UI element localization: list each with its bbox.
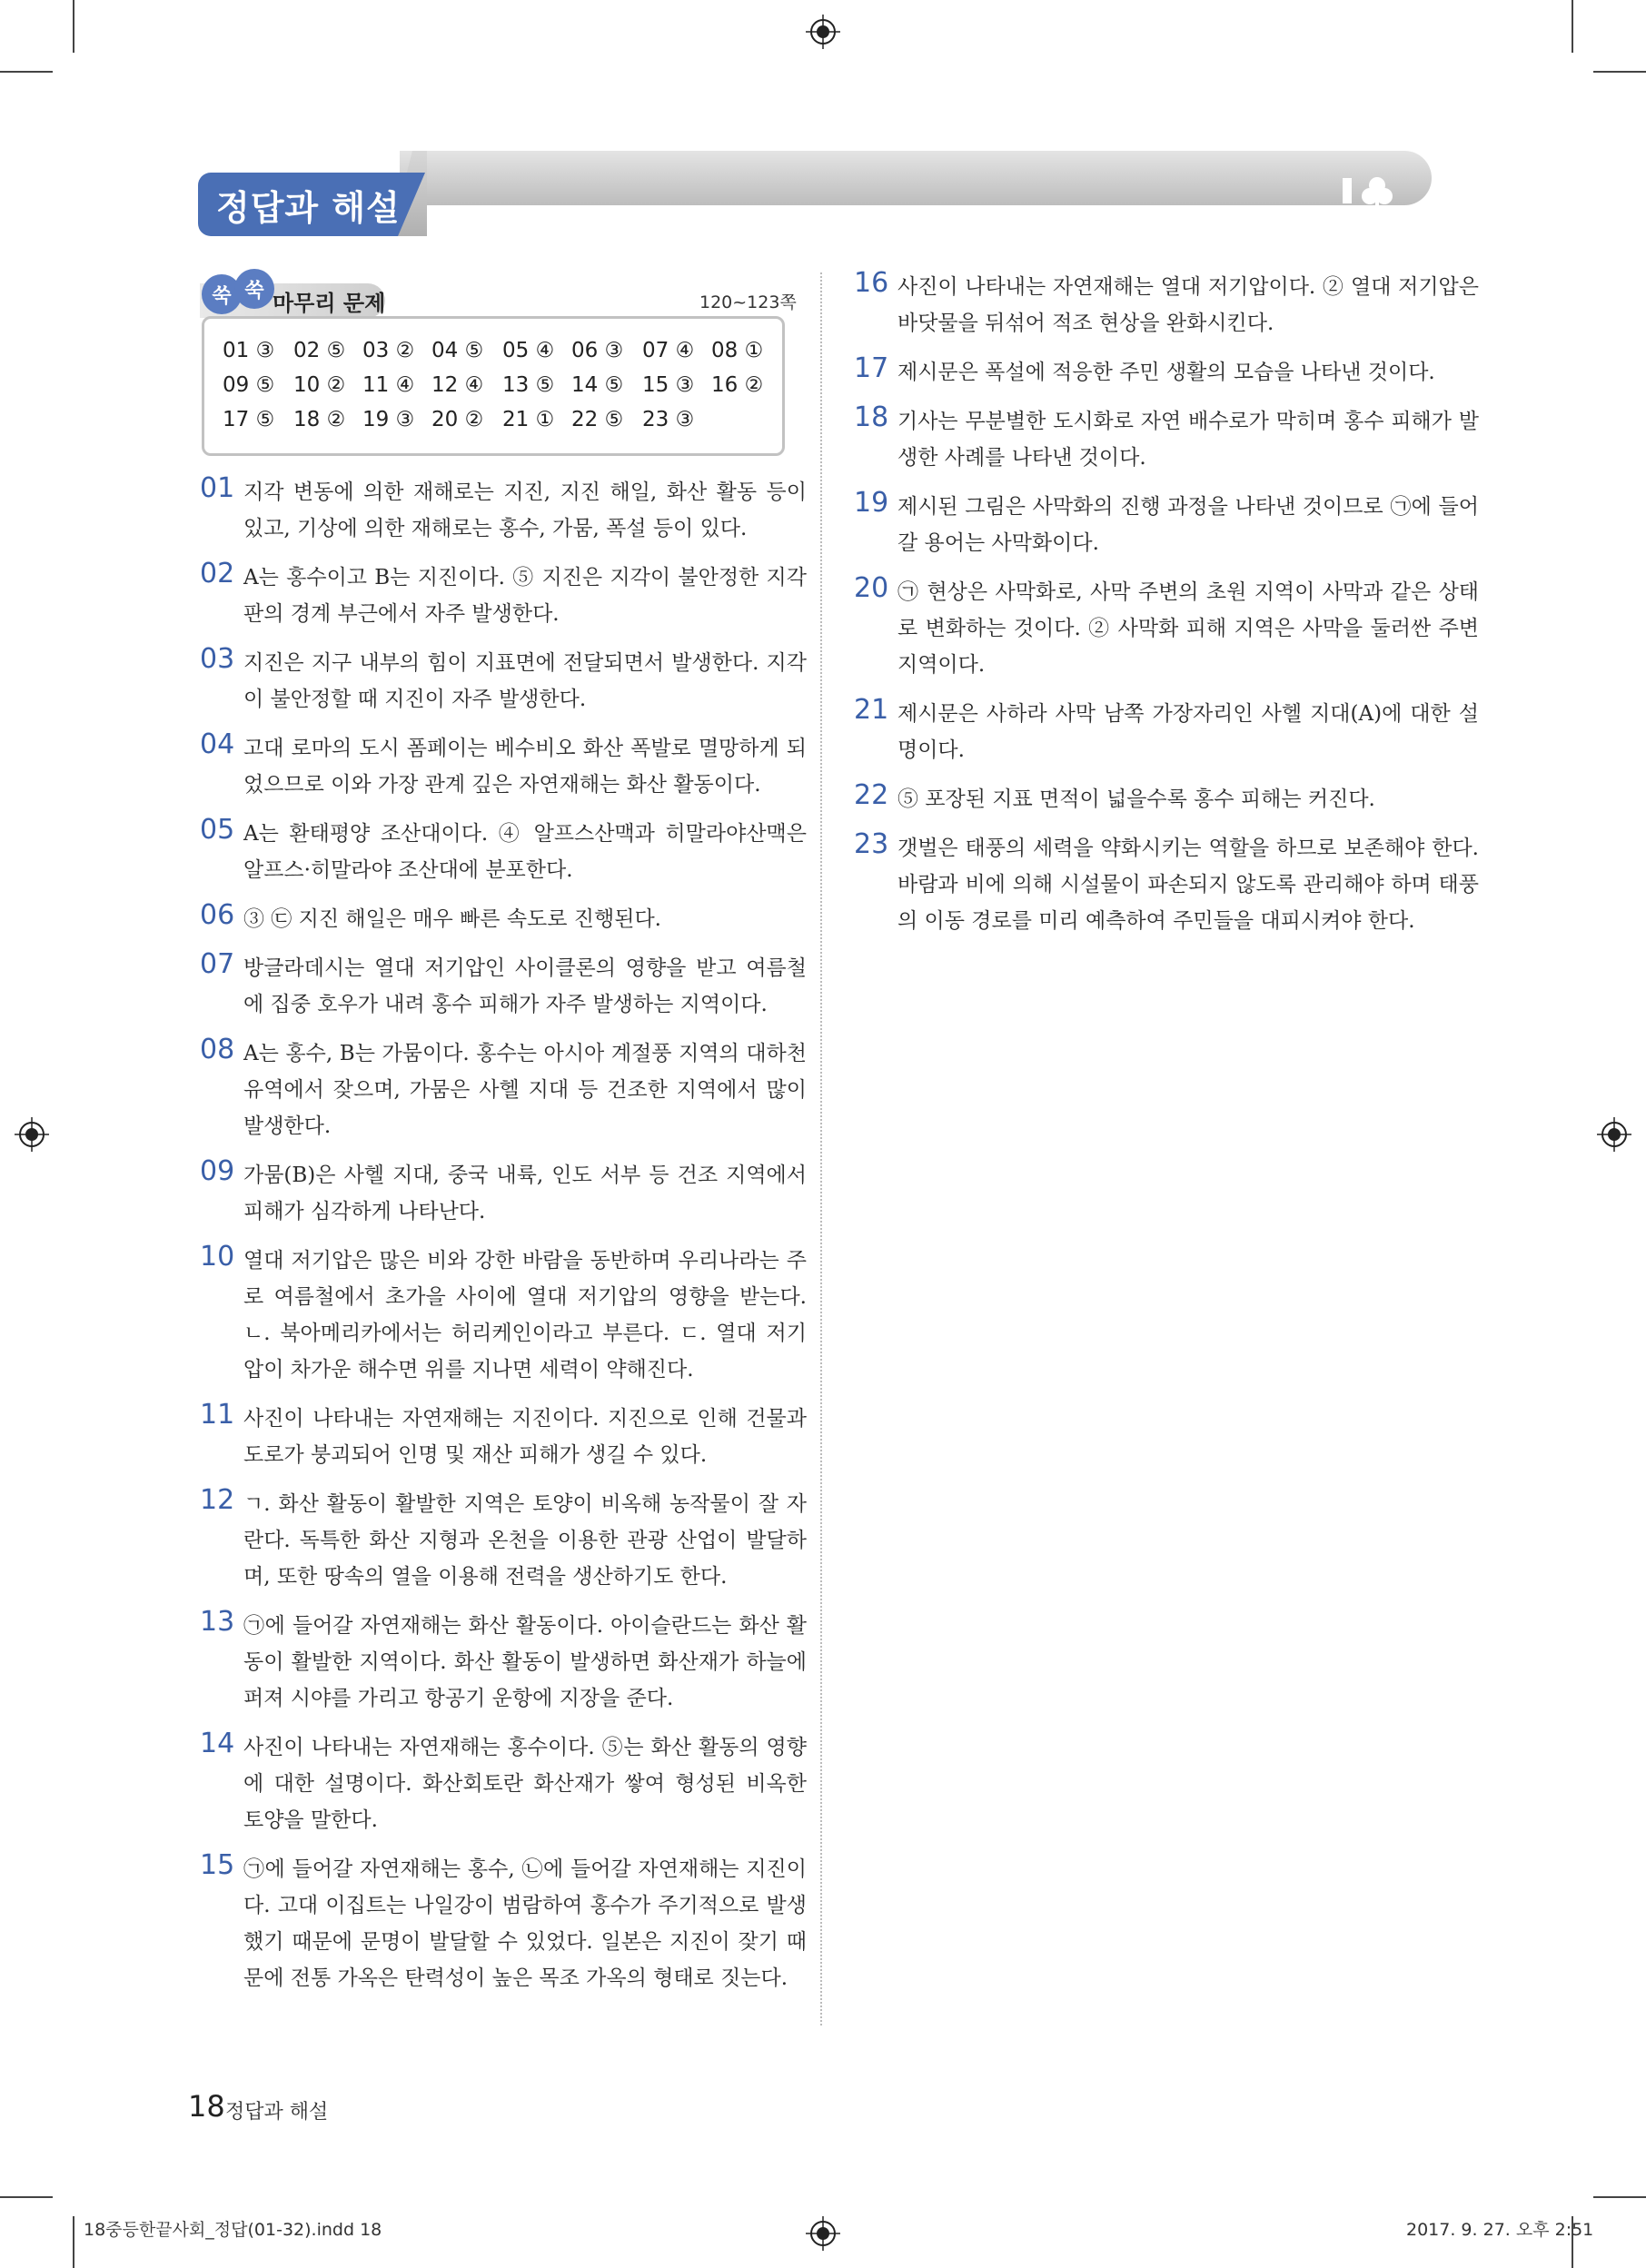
question-number: 18: [854, 401, 889, 433]
question-number: 16: [854, 267, 889, 299]
answer-item: 13 ⑤: [502, 373, 555, 397]
question-number: 12: [200, 1484, 235, 1516]
answer-item: 12 ④: [431, 373, 484, 397]
registration-mark-icon: [806, 2216, 840, 2251]
question-explanation: 제시문은 사하라 사막 남쪽 가장자리인 사헬 지대(A)에 대한 설명이다.: [897, 702, 1479, 762]
question-number: 20: [854, 572, 889, 604]
question-number: 19: [854, 487, 889, 519]
answer-item: 14 ⑤: [571, 373, 624, 397]
question-number: 10: [200, 1241, 235, 1273]
question-explanation: 사진이 나타내는 자연재해는 열대 저기압이다. ② 열대 저기압은 바닷물을 뒤섞어 적조 현상을 완화시킨다.: [897, 275, 1479, 335]
question-explanation: 고대 로마의 도시 폼페이는 베수비오 화산 폭발로 멸망하게 되었으므로 이와 가장 관계 깊은 자연재해는 화산 활동이다.: [243, 737, 807, 797]
question-number: 17: [854, 352, 889, 384]
question-number: 14: [200, 1728, 235, 1759]
section-page-range: 120~123쪽: [699, 292, 797, 312]
section-badge: 쑥: [234, 269, 274, 309]
section-title: 마무리 문제: [273, 291, 386, 316]
question-explanation: A는 홍수이고 B는 지진이다. ⑤ 지진은 지각이 불안정한 지각판의 경계 부근에서 자주 발생한다.: [243, 566, 807, 626]
slug-date: 2017. 9. 27. 오후 2:51: [1406, 2220, 1594, 2240]
question-number: 05: [200, 814, 235, 846]
question-explanation: ③ ㉢ 지진 해일은 매우 빠른 속도로 진행된다.: [243, 907, 661, 931]
question-number: 02: [200, 558, 235, 589]
answer-item: 15 ③: [642, 373, 695, 397]
answer-item: 07 ④: [642, 339, 695, 362]
footer-label: 정답과 해설: [225, 2101, 329, 2124]
crop-mark: [0, 2196, 53, 2198]
question-number: 15: [200, 1849, 235, 1881]
crop-mark: [73, 0, 74, 53]
crop-mark: [0, 71, 53, 73]
answer-item: 03 ②: [362, 339, 415, 362]
column-divider: [820, 272, 822, 2025]
question-number: 22: [854, 779, 889, 811]
section-badge: 쑥: [202, 274, 242, 314]
answer-item: 09 ⑤: [223, 373, 275, 397]
question-explanation: 갯벌은 태풍의 세력을 약화시키는 역할을 하므로 보존해야 한다. 바람과 비에 의해 시설물이 파손되지 않도록 관리해야 하며 태풍의 이동 경로를 미리 예측하여 주민들을 대피시켜야 한다.: [897, 837, 1479, 933]
answer-item: 08 ①: [711, 339, 764, 362]
answer-item: 04 ⑤: [431, 339, 484, 362]
question-explanation: 사진이 나타내는 자연재해는 홍수이다. ⑤는 화산 활동의 영향에 대한 설명이다. 화산회토란 화산재가 쌓여 형성된 비옥한 토양을 말한다.: [243, 1736, 807, 1832]
question-number: 13: [200, 1606, 235, 1638]
answer-item: 17 ⑤: [223, 408, 275, 431]
question-explanation: 기사는 무분별한 도시화로 자연 배수로가 막히며 홍수 피해가 발생한 사례를 나타낸 것이다.: [897, 410, 1479, 470]
question-number: 04: [200, 728, 235, 760]
question-explanation: 열대 저기압은 많은 비와 강한 바람을 동반하며 우리나라는 주로 여름철에서 초가을 사이에 열대 저기압의 영향을 받는다. ㄴ. 북아메리카에서는 허리케인이라고 부른다. ㄷ. 열대 저기압이 차가운 해수면 위를 지나면 세력이 약해진다.: [243, 1249, 807, 1382]
crop-mark: [73, 2216, 74, 2268]
question-explanation: 제시문은 폭설에 적응한 주민 생활의 모습을 나타낸 것이다.: [897, 361, 1435, 384]
question-number: 03: [200, 643, 235, 675]
crop-mark: [1593, 71, 1646, 73]
question-explanation: 사진이 나타내는 자연재해는 지진이다. 지진으로 인해 건물과 도로가 붕괴되어 인명 및 재산 피해가 생길 수 있다.: [243, 1407, 807, 1467]
question-number: 06: [200, 899, 235, 931]
answer-item: 02 ⑤: [293, 339, 346, 362]
question-number: 09: [200, 1155, 235, 1187]
answer-item: 19 ③: [362, 408, 415, 431]
question-number: 08: [200, 1034, 235, 1065]
question-explanation: 지진은 지구 내부의 힘이 지표면에 전달되면서 발생한다. 지각이 불안정할 때 지진이 자주 발생한다.: [243, 651, 807, 711]
question-explanation: 방글라데시는 열대 저기압인 사이클론의 영향을 받고 여름철에 집중 호우가 내려 홍수 피해가 자주 발생하는 지역이다.: [243, 956, 807, 1016]
answer-item: 23 ③: [642, 408, 695, 431]
page-title: 정답과 해설: [216, 188, 401, 228]
question-number: 01: [200, 472, 235, 504]
question-explanation: ㉠ 현상은 사막화로, 사막 주변의 초원 지역이 사막과 같은 상태로 변화하는 것이다. ② 사막화 피해 지역은 사막을 둘러싼 주변 지역이다.: [897, 580, 1479, 677]
answer-item: 11 ④: [362, 373, 415, 397]
question-number: 21: [854, 694, 889, 726]
question-explanation: 제시된 그림은 사막화의 진행 과정을 나타낸 것이므로 ㉠에 들어갈 용어는 사막화이다.: [897, 495, 1479, 555]
answer-item: 18 ②: [293, 408, 346, 431]
question-explanation: A는 환태평양 조산대이다. ④ 알프스산맥과 히말라야산맥은 알프스·히말라야 조산대에 분포한다.: [243, 822, 807, 882]
question-number: 07: [200, 948, 235, 980]
question-number: 23: [854, 828, 889, 860]
question-explanation: ㉠에 들어갈 자연재해는 화산 활동이다. 아이슬란드는 화산 활동이 활발한 지역이다. 화산 활동이 발생하면 화산재가 하늘에 퍼져 시야를 가리고 항공기 운항에 지장을 준다.: [243, 1614, 807, 1710]
answer-item: 21 ①: [502, 408, 555, 431]
answer-grid: [202, 316, 785, 456]
answer-item: 20 ②: [431, 408, 484, 431]
answer-item: 01 ③: [223, 339, 275, 362]
slug-file: 18중등한끝사회_정답(01-32).indd 18: [84, 2220, 382, 2240]
question-explanation: ⑤ 포장된 지표 면적이 넓을수록 홍수 피해는 커진다.: [897, 787, 1375, 811]
crop-mark: [1593, 2196, 1646, 2198]
question-explanation: ㄱ. 화산 활동이 활발한 지역은 토양이 비옥해 농작물이 잘 자란다. 독특한 화산 지형과 온천을 이용한 관광 산업이 발달하며, 또한 땅속의 열을 이용해 전력을 생산하기도 한다.: [243, 1492, 807, 1589]
registration-mark-icon: [15, 1117, 49, 1152]
answer-item: 22 ⑤: [571, 408, 624, 431]
crop-mark: [1572, 0, 1573, 53]
header-band: [400, 151, 1432, 205]
question-explanation: ㉠에 들어갈 자연재해는 홍수, ㉡에 들어갈 자연재해는 지진이다. 고대 이집트는 나일강이 범람하여 홍수가 주기적으로 발생했기 때문에 문명이 발달할 수 있었다. 일본은 지진이 잦기 때문에 전통 가옥은 탄력성이 높은 목조 가옥의 형태로 짓는다.: [243, 1857, 807, 1990]
question-number: 11: [200, 1399, 235, 1431]
registration-mark-icon: [806, 15, 840, 49]
clover-icon: [1334, 173, 1415, 213]
answer-item: 16 ②: [711, 373, 764, 397]
answer-item: 06 ③: [571, 339, 624, 362]
answer-item: 10 ②: [293, 373, 346, 397]
question-explanation: 지각 변동에 의한 재해로는 지진, 지진 해일, 화산 활동 등이 있고, 기상에 의한 재해로는 홍수, 가뭄, 폭설 등이 있다.: [243, 480, 807, 540]
answer-item: 05 ④: [502, 339, 555, 362]
question-explanation: 가뭄(B)은 사헬 지대, 중국 내륙, 인도 서부 등 건조 지역에서 피해가 심각하게 나타난다.: [243, 1164, 807, 1223]
registration-mark-icon: [1597, 1117, 1631, 1152]
page-number: 18: [188, 2089, 225, 2124]
question-explanation: A는 홍수, B는 가뭄이다. 홍수는 아시아 계절풍 지역의 대하천 유역에서 잦으며, 가뭄은 사헬 지대 등 건조한 지역에서 많이 발생한다.: [243, 1042, 807, 1138]
